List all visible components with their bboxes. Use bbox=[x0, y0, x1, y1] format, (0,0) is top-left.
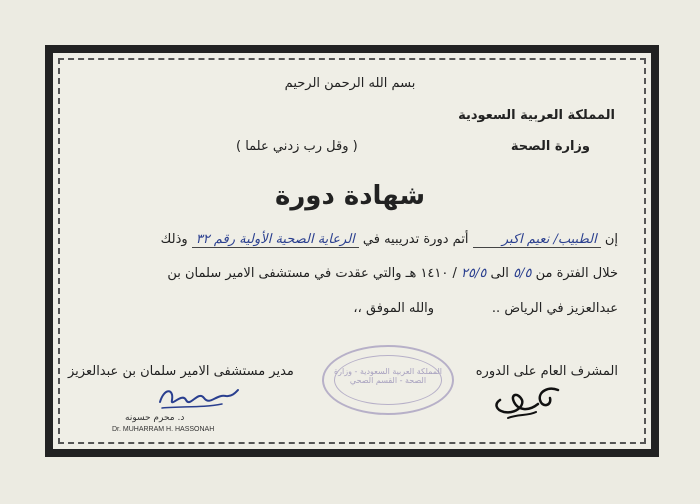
ministry-heading: وزارة الصحة bbox=[510, 139, 590, 154]
line1-suffix: وذلك bbox=[160, 232, 188, 247]
line2-prefix: خلال الفترة من bbox=[535, 266, 618, 281]
official-stamp bbox=[322, 345, 454, 415]
date-from: ٥/٥ bbox=[513, 266, 532, 281]
date-to: ٢٥/٥ bbox=[461, 266, 487, 281]
line1-prefix: إن bbox=[604, 232, 618, 247]
director-name-en: Dr. MUHARRAM H. HASSONAH bbox=[112, 426, 215, 433]
recipient-name: الطبيب/ نعيم اكبر bbox=[473, 232, 601, 248]
director-signature bbox=[152, 382, 242, 414]
line1-middle: أتم دورة تدريبيه في bbox=[362, 232, 469, 247]
supervisor-signature bbox=[488, 382, 568, 422]
body-line-3 bbox=[353, 301, 618, 316]
kingdom-heading: المملكة العربية السعودية bbox=[458, 108, 615, 123]
body-line-1 bbox=[161, 232, 618, 248]
line3-text: عبدالعزيز في الرياض .. bbox=[491, 301, 618, 316]
basmala: بسم الله الرحمن الرحيم bbox=[284, 76, 416, 91]
closing: والله الموفق ،، bbox=[353, 301, 435, 316]
stamp-text: المملكة العربية السعودية - وزارة الصحة - القسم الصحي bbox=[333, 367, 443, 385]
supervisor-title: المشرف العام على الدوره bbox=[475, 364, 618, 379]
director-title: مدير مستشفى الامير سلمان بن عبدالعزيز bbox=[68, 364, 294, 379]
certificate-title: شهادة دورة bbox=[274, 181, 426, 211]
quran-verse: ( وقل رب زدني علما ) bbox=[236, 139, 358, 154]
line2-suffix: والتي عقدت في مستشفى الامير سلمان بن bbox=[167, 266, 402, 281]
year: / ١٤١٠ هـ bbox=[405, 266, 457, 281]
course-name: الرعاية الصحية الأولية رقم ٣٢ bbox=[192, 232, 359, 248]
director-name-ar: د. محرم حسونه bbox=[125, 413, 185, 423]
body-line-2 bbox=[167, 266, 618, 281]
line2-to: الى bbox=[490, 266, 509, 281]
